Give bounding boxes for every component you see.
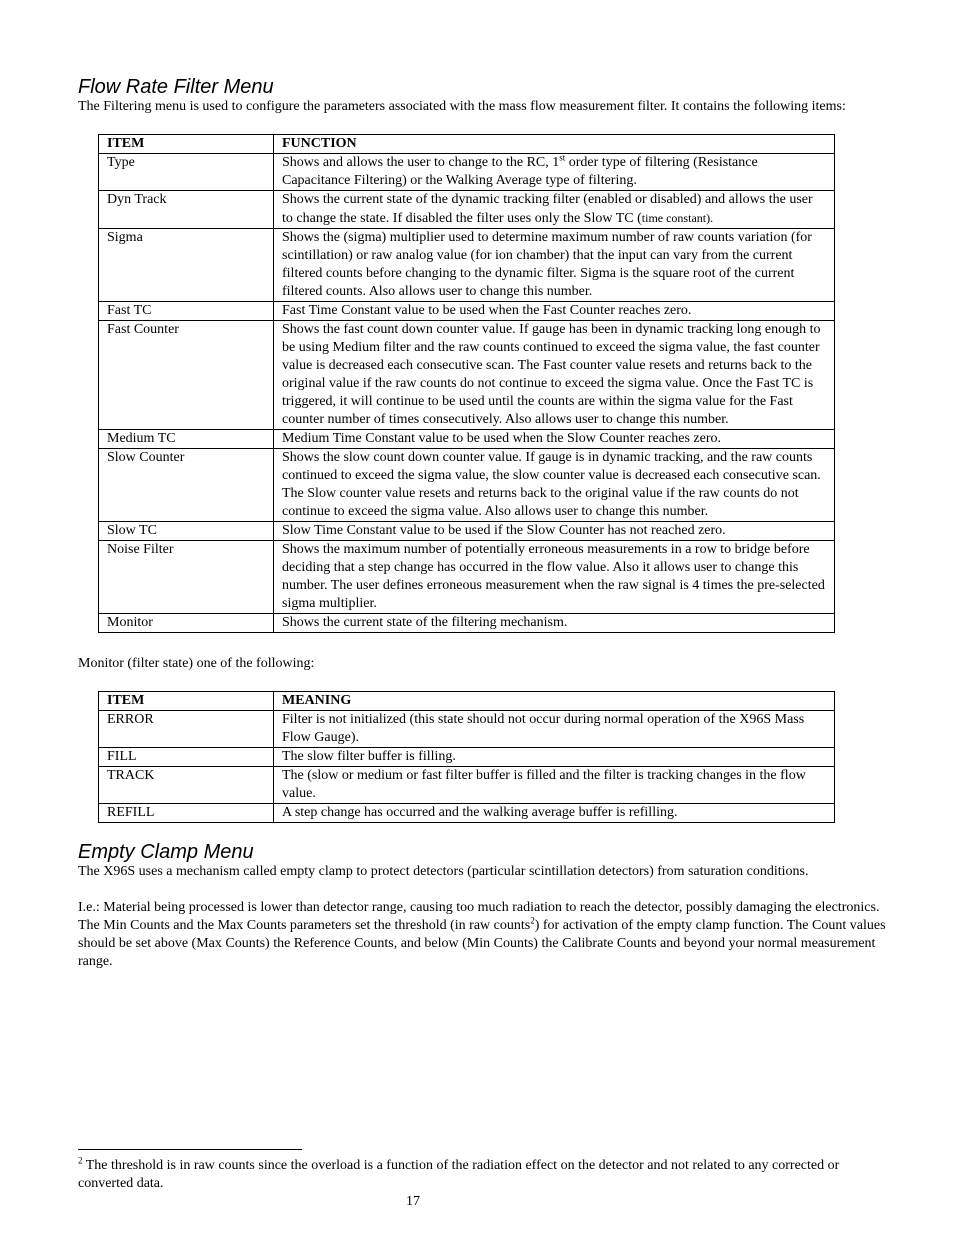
row-meaning: The slow filter buffer is filling. [274, 748, 835, 767]
row-item: Slow Counter [99, 449, 274, 522]
header-item: ITEM [99, 135, 274, 154]
empty-clamp-para1: The X96S uses a mechanism called empty clamp to protect detectors (particular scintillation detectors) from saturation conditions. [78, 864, 809, 879]
row-text: order type of filtering (Resistance Capacitance Filtering) or the Walking Average type of filtering. [282, 155, 758, 188]
section-title-empty-clamp: Empty Clamp Menu [78, 841, 254, 863]
row-item: Fast TC [99, 302, 274, 321]
table-row [99, 804, 835, 823]
table-row [99, 614, 835, 633]
para-text: ) for activation of the empty clamp function. The Count values should be set above (Max Counts) the Reference Counts, and below (Min Counts) the Calibrate Counts and beyond your normal measurement range. [78, 918, 886, 969]
row-item: TRACK [99, 767, 274, 804]
row-function: Shows the maximum number of potentially erroneous measurements in a row to bridge before deciding that a step change has occurred in the flow value. Also it allows user to change this number. The user defines erroneous measurement when the raw signal is 4 times the pre-selected sigma multiplier. [274, 541, 835, 614]
row-function: Medium Time Constant value to be used when the Slow Counter reaches zero. [274, 430, 835, 449]
row-function: Fast Time Constant value to be used when the Fast Counter reaches zero. [274, 302, 835, 321]
table-header-row [99, 692, 835, 711]
row-item: Fast Counter [99, 321, 274, 430]
header-meaning: MEANING [274, 692, 835, 711]
row-item: Type [99, 154, 274, 191]
page-content [78, 0, 893, 971]
table-row [99, 154, 835, 191]
row-meaning: The (slow or medium or fast filter buffer is filled and the filter is tracking changes in the flow value. [274, 767, 835, 804]
row-item: Monitor [99, 614, 274, 633]
row-text: Shows the current state of the dynamic tracking filter (enabled or disabled) and allows the user to change the state. If disabled the filter uses only the Slow TC ( [282, 192, 813, 226]
table-row [99, 541, 835, 614]
monitor-table [98, 691, 835, 823]
footnote-text: The threshold is in raw counts since the overload is a function of the radiation effect on the detector and not related to any corrected or converted data. [78, 1158, 840, 1191]
table-header-row [99, 135, 835, 154]
row-text: Shows and allows the user to change to the RC, 1 [282, 155, 560, 170]
monitor-intro: Monitor (filter state) one of the following: [78, 656, 315, 671]
row-function: Shows the slow count down counter value. If gauge is in dynamic tracking, and the raw counts continued to exceed the sigma value, the slow counter value is decreased each consecutive scan. The Slow counter value resets and returns back to the original value if the raw counts do not continue to exceed the sigma value. Also allows user to change this number. [274, 449, 835, 522]
row-function: Shows the current state of the filtering mechanism. [274, 614, 835, 633]
flow-rate-intro: The Filtering menu is used to configure the parameters associated with the mass flow measurement filter. It contains the following items: [78, 99, 846, 114]
superscript: st [559, 152, 566, 163]
table-row [99, 430, 835, 449]
row-function: Shows the (sigma) multiplier used to determine maximum number of raw counts variation (for scintillation) or raw analog value (for ion chamber) that the input can vary from the current filtered counts before changing to the dynamic filter. Sigma is the square root of the current filtered counts. Also allows user to change this number. [274, 229, 835, 302]
row-item: REFILL [99, 804, 274, 823]
table-row [99, 748, 835, 767]
table-row [99, 449, 835, 522]
table-row [99, 229, 835, 302]
footnote [78, 1157, 893, 1193]
row-item: Noise Filter [99, 541, 274, 614]
table-row [99, 321, 835, 430]
filter-table [98, 134, 835, 633]
para-text: I.e.: Material being processed is lower than detector range, causing too much radiation to reach the detector, possibly damaging the electronics. The Min Counts and the Max Counts parameters set the threshold (in raw counts [78, 900, 880, 933]
row-meaning: Filter is not initialized (this state should not occur during normal operation of the X96S Mass Flow Gauge). [274, 711, 835, 748]
row-function: Slow Time Constant value to be used if the Slow Counter has not reached zero. [274, 522, 835, 541]
section-title-flow-rate-filter: Flow Rate Filter Menu [78, 76, 274, 98]
page-number: 17 [406, 1194, 420, 1209]
table-row [99, 767, 835, 804]
row-function [274, 191, 835, 229]
empty-clamp-para2 [78, 899, 893, 971]
row-item: ERROR [99, 711, 274, 748]
table-row [99, 522, 835, 541]
footnote-mark: 2 [78, 1155, 83, 1166]
table-row [99, 302, 835, 321]
header-function: FUNCTION [274, 135, 835, 154]
row-text-small: time constant). [641, 211, 714, 225]
row-item: Medium TC [99, 430, 274, 449]
row-item: Slow TC [99, 522, 274, 541]
footnote-separator [78, 1149, 302, 1150]
row-item: FILL [99, 748, 274, 767]
table-row [99, 191, 835, 229]
row-meaning: A step change has occurred and the walking average buffer is refilling. [274, 804, 835, 823]
footnote-ref: 2 [530, 915, 535, 926]
row-item: Sigma [99, 229, 274, 302]
row-function: Shows the fast count down counter value. If gauge has been in dynamic tracking long enough to be using Medium filter and the raw counts continued to exceed the sigma value, the fast counter value is decreased each consecutive scan. The Fast counter value resets and returns back to the original value if the raw counts do not continue to exceed the sigma value. Once the Fast TC is triggered, it will continue to be used until the counts are within the sigma value for the Fast counter number of times consecutively. Also allows user to change this number. [274, 321, 835, 430]
table-row [99, 711, 835, 748]
row-function [274, 154, 835, 191]
header-item: ITEM [99, 692, 274, 711]
row-item: Dyn Track [99, 191, 274, 229]
